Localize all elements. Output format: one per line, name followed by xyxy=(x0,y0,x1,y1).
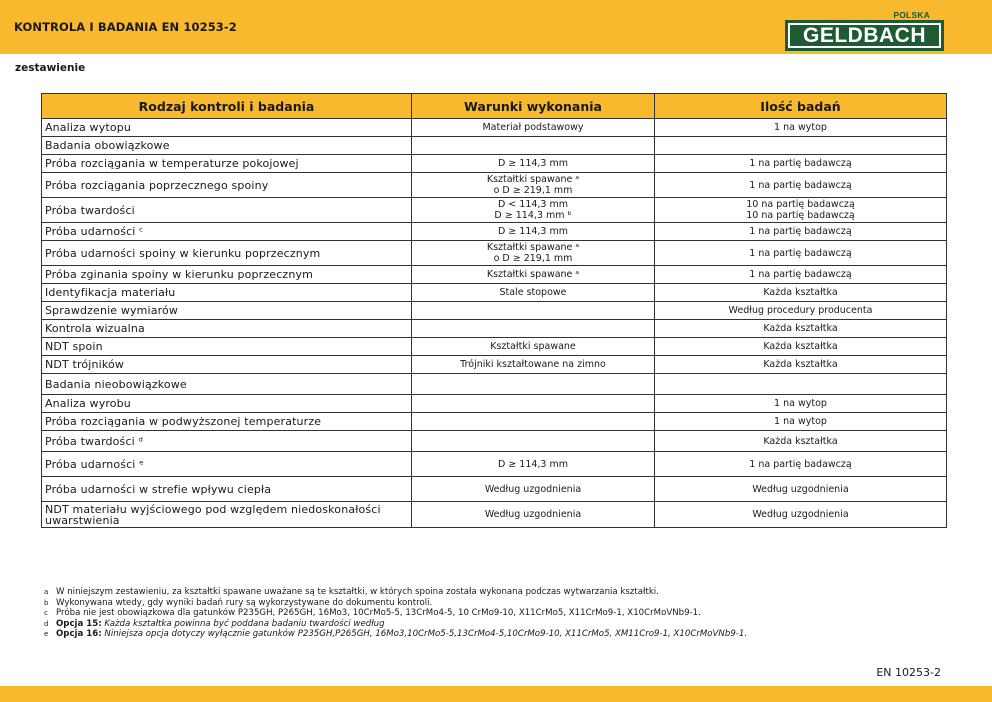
cell-line: 1 na wytop xyxy=(774,122,827,133)
cell-line: 10 na partię badawczą xyxy=(746,210,855,221)
table-row xyxy=(42,431,947,452)
row-conditions-cell xyxy=(412,302,655,320)
table-row xyxy=(42,241,947,266)
footnote-text: Wykonywana wtedy, gdy wyniki badań rury są wykorzystywane do dokumentu kontroli. xyxy=(56,597,433,608)
row-conditions-cell xyxy=(412,338,655,356)
footnote-option: Opcja 16: xyxy=(56,629,102,640)
table-row xyxy=(42,502,947,528)
cell-line: Kształtki spawane ᵃ xyxy=(486,242,580,253)
cell-line: 1 na partię badawczą xyxy=(749,247,852,259)
table-row xyxy=(42,284,947,302)
row-quantity-cell xyxy=(655,413,947,431)
row-conditions-cell xyxy=(412,395,655,413)
table-row xyxy=(42,452,947,477)
cell-line: D ≥ 114,3 mm xyxy=(497,226,569,237)
row-type-cell: Sprawdzenie wymiarów xyxy=(42,302,412,320)
cell-line: 1 na partię badawczą xyxy=(749,179,852,191)
row-conditions-cell xyxy=(412,502,655,528)
row-conditions-cell xyxy=(412,374,655,395)
row-quantity-cell xyxy=(655,155,947,173)
row-conditions-cell xyxy=(412,413,655,431)
table-row xyxy=(42,374,947,395)
row-conditions-cell xyxy=(412,431,655,452)
table-row xyxy=(42,266,947,284)
footnote-option: Opcja 15: xyxy=(56,618,102,629)
footnote-text: Próba nie jest obowiązkowa dla gatunków P235GH, P265GH, 16Mo3, 10CrMo5-5, 13CrMo4-5, 10 CrMo9-10, X11CrMo5, X11CrMo9-1, X10CrMoVNb9-1. xyxy=(56,608,701,619)
row-conditions-cell xyxy=(412,137,655,155)
row-quantity-cell xyxy=(655,223,947,241)
cell-line: Każda kształtka xyxy=(763,359,838,370)
row-type-cell: Identyfikacja materiału xyxy=(42,284,412,302)
row-conditions-cell xyxy=(412,452,655,477)
standard-code: EN 10253-2 xyxy=(876,666,941,679)
row-conditions-cell xyxy=(412,320,655,338)
cell-line: D ≥ 114,3 mm ᵇ xyxy=(494,210,572,221)
row-quantity-cell xyxy=(655,502,947,528)
table-row xyxy=(42,223,947,241)
footnote xyxy=(44,598,944,609)
row-type-cell: Próba rozciągania poprzecznego spoiny xyxy=(42,173,412,198)
row-type-cell: Próba udarności spoiny w kierunku poprzecznym xyxy=(42,241,412,266)
cell-line: D < 114,3 mm xyxy=(497,199,569,210)
row-type-cell: Analiza wyrobu xyxy=(42,395,412,413)
cell-line: Każda kształtka xyxy=(763,341,838,352)
cell-line: Według uzgodnienia xyxy=(752,483,849,495)
logo-brand: GELDBACH xyxy=(790,25,939,46)
row-quantity-cell xyxy=(655,284,947,302)
page-title: KONTROLA I BADANIA EN 10253-2 xyxy=(14,20,237,34)
column-header-quantity: Ilość badań xyxy=(655,94,947,119)
footnotes xyxy=(44,587,944,640)
row-type-cell: Próba twardości xyxy=(42,198,412,223)
row-type-cell: Badania obowiązkowe xyxy=(42,137,412,155)
cell-line: Kształtki spawane ᵃ xyxy=(486,174,580,185)
cell-line: Materiał podstawowy xyxy=(482,122,584,133)
cell-line: 1 na partię badawczą xyxy=(749,269,852,280)
cell-line: Według uzgodnienia xyxy=(752,509,849,520)
footnote-mark: b xyxy=(44,598,49,607)
row-type-cell: Próba udarności w strefie wpływu ciepła xyxy=(42,477,412,502)
row-conditions-cell xyxy=(412,223,655,241)
cell-line: Kształtki spawane xyxy=(490,341,576,352)
row-quantity-cell xyxy=(655,395,947,413)
row-quantity-cell xyxy=(655,356,947,374)
table-row xyxy=(42,413,947,431)
row-conditions-cell xyxy=(412,155,655,173)
cell-line: 1 na wytop xyxy=(774,416,827,427)
footnote-mark: e xyxy=(44,630,49,639)
cell-line: Każda kształtka xyxy=(763,323,838,334)
inspection-table xyxy=(41,93,947,528)
row-type-cell: NDT trójników xyxy=(42,356,412,374)
table-row xyxy=(42,173,947,198)
logo-country: POLSKA xyxy=(893,10,930,20)
footnote xyxy=(44,608,944,619)
footer-bar xyxy=(0,686,992,702)
row-conditions-cell xyxy=(412,266,655,284)
table-row xyxy=(42,320,947,338)
table-row xyxy=(42,155,947,173)
footnote xyxy=(44,619,944,630)
cell-line: 1 na partię badawczą xyxy=(749,458,852,470)
table-row xyxy=(42,198,947,223)
footnote xyxy=(44,587,944,598)
table-row xyxy=(42,356,947,374)
cell-line: Według procedury producenta xyxy=(728,305,873,316)
row-conditions-cell xyxy=(412,241,655,266)
row-type-cell: Próba twardości ᵈ xyxy=(42,431,412,452)
table-row xyxy=(42,338,947,356)
cell-line: 10 na partię badawczą xyxy=(746,199,855,210)
row-quantity-cell xyxy=(655,374,947,395)
cell-line: o D ≥ 219,1 mm xyxy=(493,253,573,264)
row-type-cell: Próba udarności ᵉ xyxy=(42,452,412,477)
row-quantity-cell xyxy=(655,198,947,223)
footnote-text: Niniejsza opcja dotyczy wyłącznie gatunków P235GH,P265GH, 16Mo3,10CrMo5-5,13CrMo4-5,10CrMo9-10, X11CrMo5, XM11Cro9-1, X10CrMoVNb9-1. xyxy=(104,629,748,640)
column-header-type: Rodzaj kontroli i badania xyxy=(42,94,412,119)
cell-line: 1 na partię badawczą xyxy=(749,226,852,237)
cell-line: 1 na wytop xyxy=(774,398,827,409)
row-conditions-cell xyxy=(412,284,655,302)
footnote xyxy=(44,629,944,640)
cell-line: 1 na partię badawczą xyxy=(749,158,852,169)
row-type-cell: Próba udarności ᶜ xyxy=(42,223,412,241)
cell-line: o D ≥ 219,1 mm xyxy=(493,185,573,196)
row-type-cell: NDT spoin xyxy=(42,338,412,356)
cell-line: Każda kształtka xyxy=(763,435,838,447)
row-conditions-cell xyxy=(412,356,655,374)
row-type-cell: Próba zginania spoiny w kierunku poprzecznym xyxy=(42,266,412,284)
row-conditions-cell xyxy=(412,477,655,502)
footnote-text: W niniejszym zestawieniu, za kształtki spawane uważane są te kształtki, w których spoina została wykonana podczas wytwarzania kształtki. xyxy=(56,587,659,597)
row-quantity-cell xyxy=(655,241,947,266)
row-conditions-cell xyxy=(412,198,655,223)
cell-line: Każda kształtka xyxy=(763,287,838,298)
row-quantity-cell xyxy=(655,338,947,356)
logo-frame xyxy=(785,20,944,51)
cell-line: Według uzgodnienia xyxy=(484,483,582,495)
cell-line: D ≥ 114,3 mm xyxy=(497,458,569,470)
footnote-mark: d xyxy=(44,619,49,628)
footnote-mark: a xyxy=(44,588,49,596)
row-quantity-cell xyxy=(655,302,947,320)
row-quantity-cell xyxy=(655,452,947,477)
row-type-cell: Analiza wytopu xyxy=(42,119,412,137)
footnote-mark: c xyxy=(44,609,48,618)
column-header-conditions: Warunki wykonania xyxy=(412,94,655,119)
row-quantity-cell xyxy=(655,119,947,137)
geldbach-logo xyxy=(779,9,946,53)
cell-line: D ≥ 114,3 mm xyxy=(497,158,569,169)
cell-line: Trójniki kształtowane na zimno xyxy=(460,359,606,370)
row-type-cell: Kontrola wizualna xyxy=(42,320,412,338)
row-quantity-cell xyxy=(655,431,947,452)
row-type-cell: Badania nieobowiązkowe xyxy=(42,374,412,395)
row-quantity-cell xyxy=(655,320,947,338)
table-row xyxy=(42,477,947,502)
subtitle: zestawienie xyxy=(15,62,86,74)
row-quantity-cell xyxy=(655,266,947,284)
table-row xyxy=(42,119,947,137)
row-quantity-cell xyxy=(655,173,947,198)
cell-line: Stale stopowe xyxy=(499,287,567,298)
row-type-cell: Próba rozciągania w temperaturze pokojowej xyxy=(42,155,412,173)
row-type-cell: NDT materiału wyjściowego pod względem niedoskonałości uwarstwienia xyxy=(42,502,412,528)
table-row xyxy=(42,137,947,155)
cell-line: Kształtki spawane ᵃ xyxy=(486,269,580,280)
table-row xyxy=(42,302,947,320)
row-conditions-cell xyxy=(412,119,655,137)
table-row xyxy=(42,395,947,413)
footnote-text: Każda kształtka powinna być poddana badaniu twardości według xyxy=(104,618,385,629)
row-type-cell: Próba rozciągania w podwyższonej temperaturze xyxy=(42,413,412,431)
row-quantity-cell xyxy=(655,137,947,155)
row-quantity-cell xyxy=(655,477,947,502)
table-header-row xyxy=(42,94,947,119)
cell-line: Według uzgodnienia xyxy=(484,509,582,520)
row-conditions-cell xyxy=(412,173,655,198)
